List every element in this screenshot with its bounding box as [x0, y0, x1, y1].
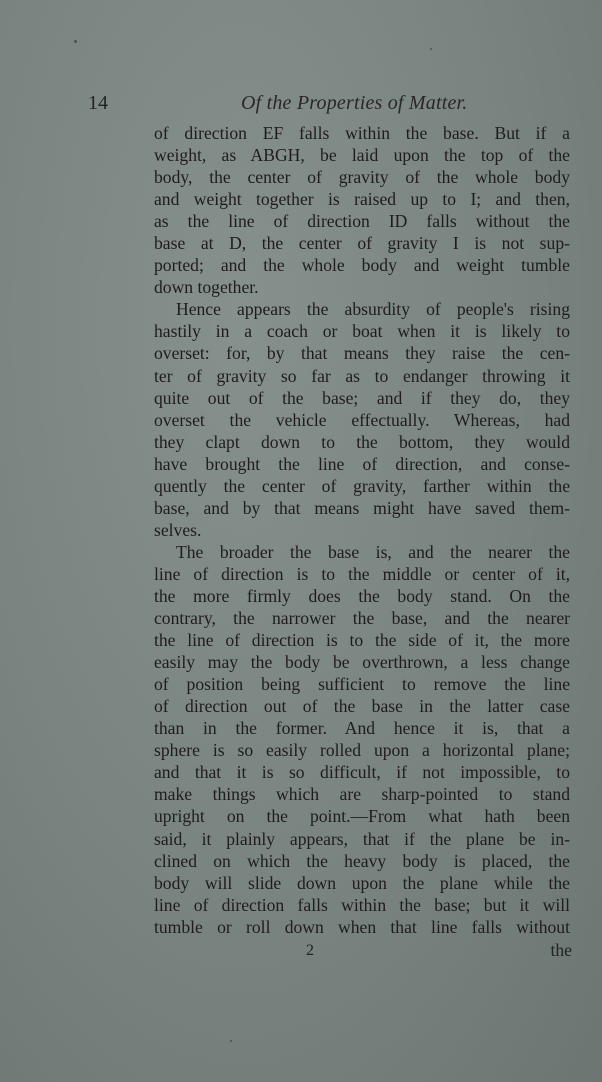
text-line: quently the center of gravity, farther within the [154, 475, 570, 496]
running-head [88, 92, 502, 120]
text-line: overset: for, by that means they raise the cen- [154, 343, 570, 364]
text-line: sphere is so easily rolled upon a horizontal plane; [154, 740, 570, 761]
text-line: line of direction is to the middle or center of it, [154, 563, 570, 584]
text-line: tumble or roll down when that line falls without [154, 916, 570, 937]
text-line: body will slide down upon the plane while the [154, 872, 570, 893]
text-line: of direction out of the base in the latter case [154, 696, 570, 717]
text-line: of position being sufficient to remove the line [154, 674, 570, 695]
paper-speck [230, 1040, 232, 1042]
paper-speck [430, 48, 432, 50]
text-line: said, it plainly appears, that if the plane be in- [154, 828, 570, 849]
text-line: as the line of direction ID falls without the [154, 211, 570, 232]
text-line: base, and by that means might have saved them- [154, 497, 570, 518]
text-line: the line of direction is to the side of it, the more [154, 630, 570, 651]
text-line: weight, as ABGH, be laid upon the top of the [154, 145, 570, 166]
paper-speck [74, 40, 77, 43]
text-line: easily may the body be overthrown, a less change [154, 652, 570, 673]
text-line: and that it is so difficult, if not impossible, to [154, 762, 570, 783]
text-line: they clapt down to the bottom, they would [154, 431, 570, 452]
text-line: ported; and the whole body and weight tumble [154, 255, 570, 276]
text-line: selves. [154, 519, 202, 540]
text-line: the more firmly does the body stand. On the [154, 585, 570, 606]
text-line: line of direction falls within the base; but it will [154, 894, 570, 915]
text-line: ter of gravity so far as to endanger throwing it [154, 365, 570, 386]
signature-mark: 2 [306, 942, 314, 959]
text-line: body, the center of gravity of the whole body [154, 167, 570, 188]
page-number: 14 [88, 92, 108, 114]
text-line: overset the vehicle effectually. Whereas, had [154, 409, 570, 430]
text-line: and weight together is raised up to I; and then, [154, 189, 570, 210]
running-title: Of the Properties of Matter. [241, 92, 468, 114]
text-line: hastily in a coach or boat when it is likely to [154, 321, 570, 342]
text-line: base at D, the center of gravity I is not sup- [154, 233, 570, 254]
text-line: clined on which the heavy body is placed, the [154, 850, 570, 871]
text-line: have brought the line of direction, and conse- [154, 453, 570, 474]
text-line: than in the former. And hence it is, that a [154, 718, 570, 739]
text-line: upright on the point.—From what hath been [154, 806, 570, 827]
text-line: down together. [154, 277, 259, 298]
text-line: make things which are sharp-pointed to stand [154, 784, 570, 805]
paragraph-start-line: The broader the base is, and the nearer the [176, 541, 570, 562]
text-line: of direction EF falls within the base. But if a [154, 123, 570, 143]
paragraph-start-line: Hence appears the absurdity of people's rising [176, 299, 570, 320]
catchword: the [550, 940, 572, 960]
body-text [154, 122, 570, 938]
text-line: contrary, the narrower the base, and the nearer [154, 608, 570, 629]
text-line: quite out of the base; and if they do, they [154, 387, 570, 408]
